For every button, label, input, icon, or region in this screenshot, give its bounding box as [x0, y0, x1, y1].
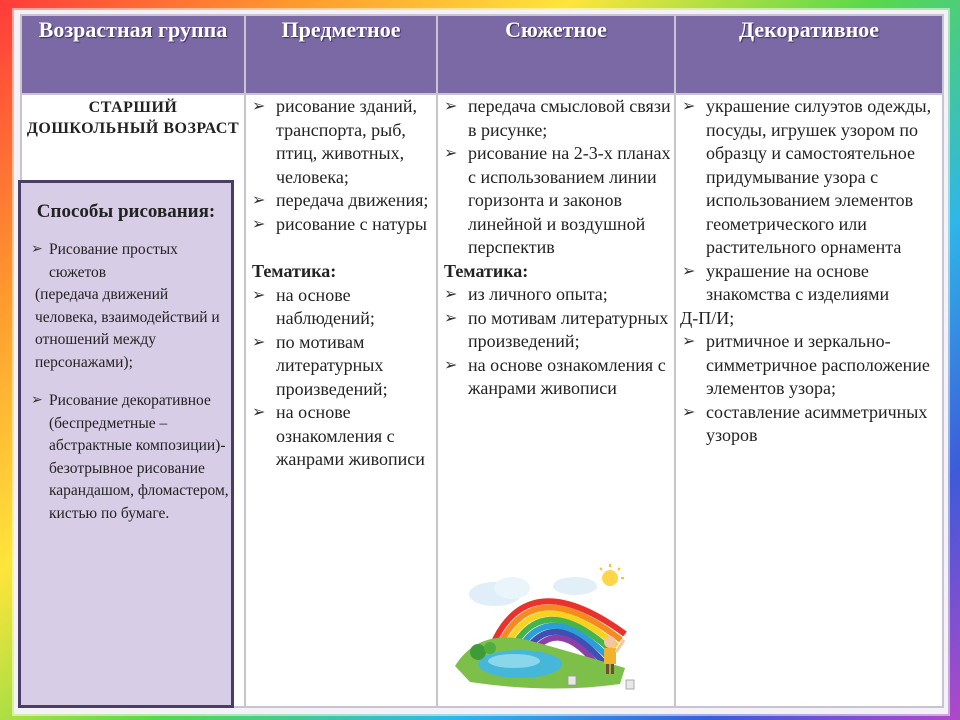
callout-item1-detail: (передача движений человека, взаимодействий и отношений между персонажами);	[35, 286, 220, 371]
header-syuzhetnoe: Сюжетное	[437, 15, 675, 94]
drawing-methods-callout	[18, 180, 234, 708]
arrowhead-bullet-icon: ➢	[444, 356, 458, 374]
rainbow-illustration	[450, 556, 669, 694]
arrowhead-bullet-icon: ➢	[682, 262, 696, 280]
theme-label: Тематика:	[444, 260, 529, 281]
header-dekorativnoe: Декоративное	[675, 15, 943, 94]
arrowhead-bullet-icon: ➢	[252, 192, 266, 209]
callout-title: Способы рисования:	[36, 201, 216, 222]
callout-list-2	[21, 390, 231, 525]
list-item: ➢ на основе ознакомления с жанрами живописи	[252, 402, 425, 469]
syuzhetnoe-theme-list	[438, 283, 674, 401]
arrowhead-bullet-icon: ➢	[31, 242, 43, 257]
list-item: ➢ украшение на основе знакомства с изделиями	[682, 260, 890, 304]
predmetnoe-theme-list	[246, 284, 436, 472]
list-item: ➢ по мотивам литературных произведений;	[444, 307, 669, 351]
arrowhead-bullet-icon: ➢	[682, 403, 696, 421]
list-item: ➢ из личного опыта;	[438, 283, 674, 307]
arrowhead-bullet-icon: ➢	[252, 333, 266, 351]
list-item: ➢ Рисование простых сюжетов	[31, 241, 178, 281]
arrowhead-bullet-icon: ➢	[252, 215, 266, 233]
arrowhead-bullet-icon: ➢	[682, 98, 696, 115]
predmetnoe-list	[246, 95, 436, 236]
list-item: ➢ украшение силуэтов одежды, посуды, игрушек узором по образцу и самостоятельное придумывание узора с использованием элементов геометрического или растительного орнамента	[682, 96, 932, 257]
arrowhead-bullet-icon: ➢	[252, 404, 266, 421]
list-item: ➢ рисование на 2-3-х планах с использованием линии горизонта и законов линейной и воздушной перспектив	[444, 143, 671, 257]
arrowhead-bullet-icon: ➢	[682, 333, 696, 350]
dekorativnoe-list	[676, 95, 942, 307]
list-item: ➢ на основе ознакомления с жанрами живописи	[444, 354, 666, 398]
list-item: ➢ составление асимметричных узоров	[682, 401, 928, 445]
list-item: ➢ ритмичное и зеркально-симметричное расположение элементов узора;	[682, 331, 930, 398]
arrowhead-bullet-icon: ➢	[444, 286, 458, 303]
age-group-label: СТАРШИЙ ДОШКОЛЬНЫЙ ВОЗРАСТ	[26, 99, 240, 137]
list-item: ➢ на основе наблюдений;	[252, 284, 375, 328]
arrowhead-bullet-icon: ➢	[252, 98, 266, 115]
theme-label: Тематика:	[252, 261, 337, 281]
arrowhead-bullet-icon: ➢	[31, 393, 43, 408]
arrowhead-bullet-icon: ➢	[444, 98, 458, 115]
dekorativnoe-cell	[675, 94, 943, 707]
list-item: ➢ передача движения;	[246, 189, 436, 213]
list-item: ➢ передача смысловой связи в рисунке;	[444, 96, 671, 140]
dekorativnoe-item2-tail: Д-П/И;	[680, 307, 735, 328]
syuzhetnoe-list	[438, 95, 674, 260]
predmetnoe-cell	[245, 94, 437, 707]
header-age-group: Возрастная группа	[21, 15, 245, 94]
list-item: ➢ Рисование декоративное (беспредметные – абстрактные композиции)- безотрывное рисование карандашом, фломастером, кистью по бумаге.	[31, 392, 229, 522]
arrowhead-bullet-icon: ➢	[444, 309, 458, 327]
rainbow-child-painting-icon	[450, 556, 669, 694]
callout-list	[21, 239, 231, 284]
header-predmetnoe: Предметное	[245, 15, 437, 94]
list-item: ➢ рисование с натуры	[246, 213, 436, 237]
list-item: ➢ рисование зданий, транспорта, рыб, птиц, животных, человека;	[252, 96, 417, 187]
header-row	[21, 15, 943, 94]
arrowhead-bullet-icon: ➢	[252, 286, 266, 304]
list-item: ➢ по мотивам литературных произведений;	[252, 331, 388, 399]
arrowhead-bullet-icon: ➢	[444, 145, 458, 162]
dekorativnoe-list-2	[676, 330, 942, 448]
